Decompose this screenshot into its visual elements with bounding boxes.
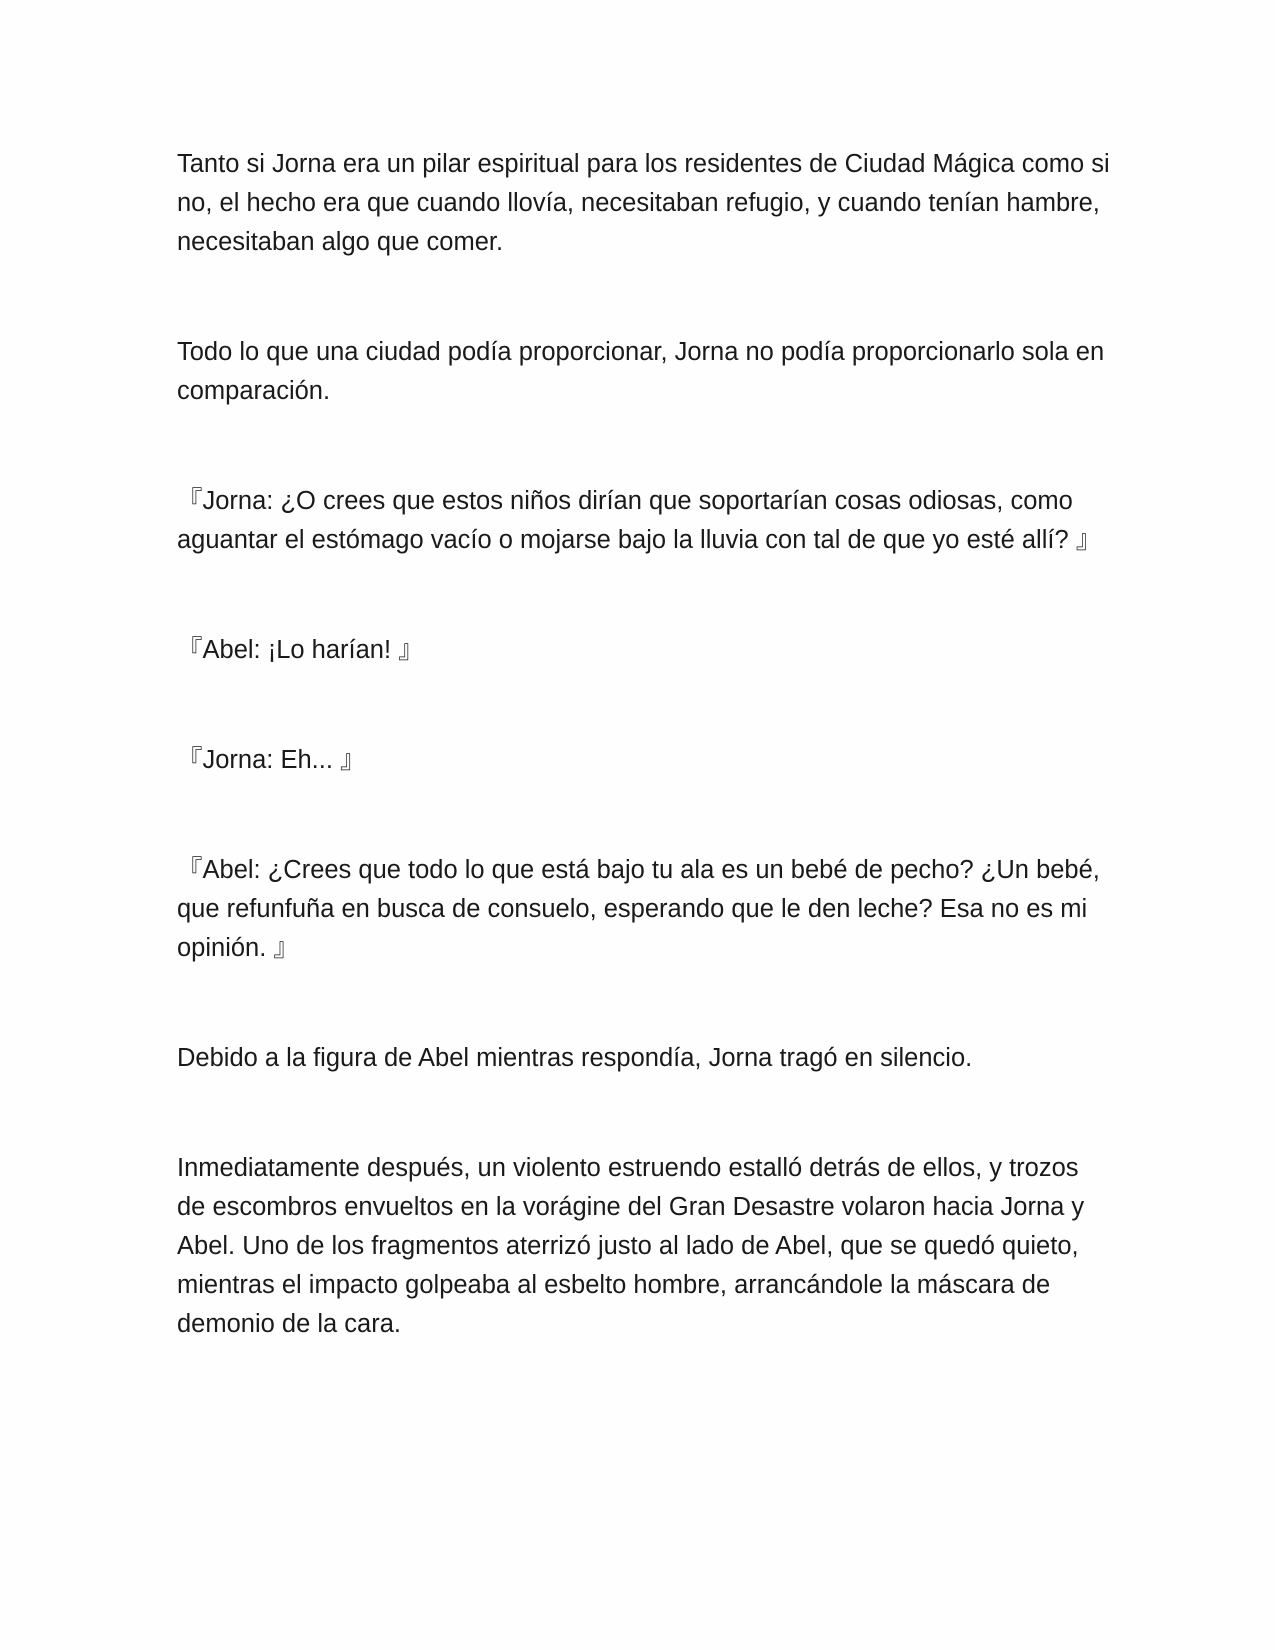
narration-paragraph: Todo lo que una ciudad podía proporcionar, Jorna no podía proporcionarlo sola en comparación.	[177, 338, 1105, 405]
dialogue-abel: 『Abel: ¡Lo harían! 』	[177, 636, 424, 664]
document-body	[177, 145, 1112, 1344]
narration-paragraph: Tanto si Jorna era un pilar espiritual para los residentes de Ciudad Mágica como si no, el hecho era que cuando llovía, necesitaban refugio, y cuando tenían hambre, necesitaban algo que comer.	[177, 150, 1110, 256]
narration-paragraph: Debido a la figura de Abel mientras respondía, Jorna tragó en silencio.	[177, 1044, 973, 1072]
dialogue-abel: 『Abel: ¿Crees que todo lo que está bajo tu ala es un bebé de pecho? ¿Un bebé, que refunfuña en busca de consuelo, esperando que le den leche? Esa no es mi opinión. 』	[177, 856, 1100, 962]
dialogue-jorna: 『Jorna: Eh... 』	[177, 746, 366, 774]
dialogue-jorna: 『Jorna: ¿O crees que estos niños dirían que soportarían cosas odiosas, como aguantar el estómago vacío o mojarse bajo la lluvia con tal de que yo esté allí? 』	[177, 487, 1102, 554]
narration-paragraph: Inmediatamente después, un violento estruendo estalló detrás de ellos, y trozos de escombros envueltos en la vorágine del Gran Desastre volaron hacia Jorna y Abel. Uno de los fragmentos aterrizó justo al lado de Abel, que se quedó quieto, mientras el impacto golpeaba al esbelto hombre, arrancándole la máscara de demonio de la cara.	[177, 1154, 1085, 1338]
